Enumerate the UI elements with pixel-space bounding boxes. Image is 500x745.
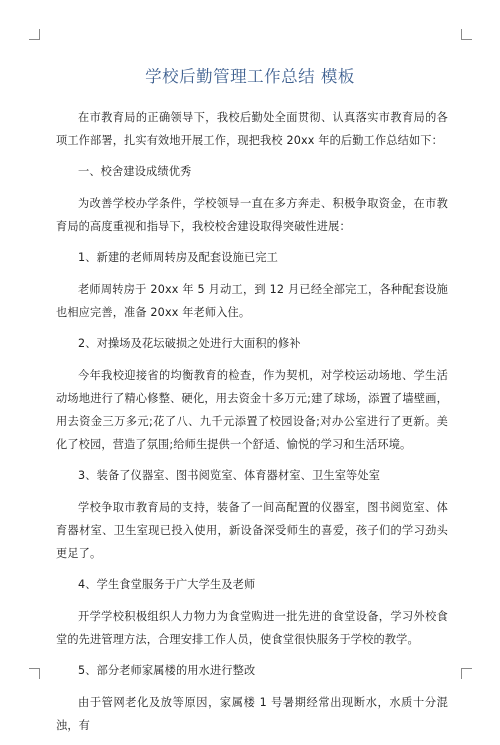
page-corner-mark-bottom-left [29,668,40,679]
page-corner-mark-top-right [461,29,472,40]
subsection-heading: 1、新建的老师周转房及配套设施已完工 [78,251,279,264]
subsection-heading: 3、装备了仪器室、图书阅览室、体育器材室、卫生室等处室 [78,469,381,482]
document-title: 学校后勤管理工作总结 模板 [145,67,355,86]
body-paragraph: 学校争取市教育局的支持，装备了一间高配置的仪器室，图书阅览室、体育器材室、卫生室现已投入使用，新设备深受师生的喜爱，孩子们的学习劲头更足了。 [56,501,448,560]
body-paragraph: 为改善学校办学条件，学校领导一直在多方奔走、积极争取资金，在市教育局的高度重视和指导下，我校校舍建设取得突破性进展： [56,197,448,233]
subsection-heading: 5、部分老师家属楼的用水进行整改 [78,664,256,677]
subsection-heading: 2、对操场及花坛破损之处进行大面积的修补 [78,337,301,350]
page-corner-mark-top-left [29,29,40,40]
body-paragraph: 由于管网老化及放等原因，家属楼 1 号暑期经常出现断水，水质十分混浊，有 [56,696,448,732]
body-paragraph: 老师周转房于 20xx 年 5 月动工，到 12 月已经全部完工，各种配套设施也相应完善，准备 20xx 年老师入住。 [56,283,448,319]
body-paragraph: 开学学校积极组织人力物力为食堂购进一批先进的食堂设备，学习外校食堂的先进管理方法，合理安排工作人员，使食堂很快服务于学校的教学。 [56,610,448,646]
document-body [56,106,448,745]
subsection-heading: 4、学生食堂服务于广大学生及老师 [78,578,256,591]
section-heading: 一、校舍建设成绩优秀 [78,165,192,178]
body-paragraph: 今年我校迎接省的均衡教育的检查，作为契机，对学校运动场地、学生活动场地进行了精心修整、硬化，用去资金十多万元;建了球场，添置了墙壁画，用去资金三万多元;花了八、九千元添置了校园设备;对办公室进行了更新。美化了校园，营造了氛围;给师生提供一个舒适、愉悦的学习和生活环境。 [56,369,448,451]
page-corner-mark-bottom-right [461,668,472,679]
intro-paragraph: 在市教育局的正确领导下，我校后勤处全面贯彻、认真落实市教育局的各项工作部署，扎实有效地开展工作，现把我校 20xx 年的后勤工作总结如下： [56,111,448,147]
